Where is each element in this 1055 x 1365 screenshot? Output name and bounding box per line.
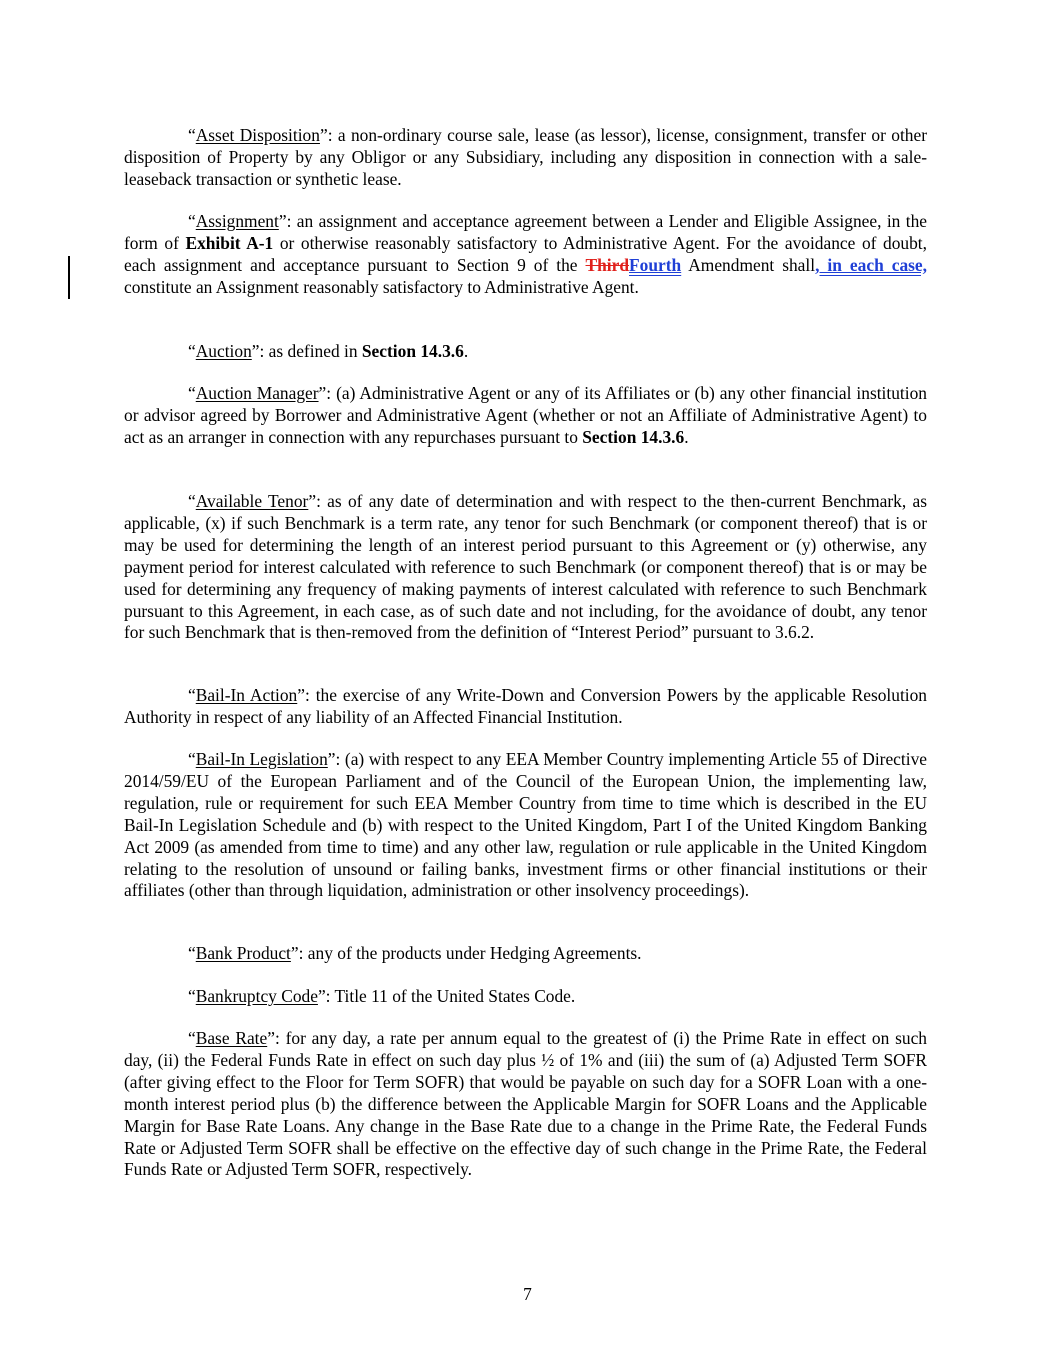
definition-text: : (a) Administrative Agent or any of its Affiliates or (b) any other financial institution or advisor agreed by Borrower and Administrative Agent (whether or not an Affiliate of Administrative Agent) to act as an arranger in connection with any repurchases pursuant to: [124, 383, 927, 447]
definition-available-tenor: “Available Tenor”: as of any date of determination and with respect to the then-current Benchmark, as applicable, (x) if such Benchmark is a term rate, any tenor for such Benchmark (or component thereof) that is or may be used for determining the length of an interest period pursuant to this Agreement or (y) otherwise, any payment period for interest calculated with reference to such Benchmark (or component thereof) that is or may be used for determining any frequency of making payments of interest calculated with reference to such Benchmark pursuant to this Agreement, in each case, as of such date and not including, for the avoidance of doubt, any tenor for such Benchmark that is then-removed from the definition of “Interest Period” pursuant to 3.6.2.: [124, 491, 927, 643]
definition-text: : Title 11 of the United States Code.: [325, 986, 576, 1006]
definition-text: constitute an Assignment reasonably satisfactory to Administrative Agent.: [124, 276, 639, 297]
defined-term: Bankruptcy Code: [195, 986, 318, 1006]
defined-term: Auction Manager: [195, 383, 319, 403]
definition-bank-product: “Bank Product”: any of the products under Hedging Agreements.: [188, 943, 642, 963]
definition-asset-disposition: “Asset Disposition”: a non-ordinary course sale, lease (as lessor), license, consignment, transfer or other disposition of Property by any Obligor or any Subsidiary, including any disposition in connection with a sale-leaseback transaction or synthetic lease.: [124, 125, 927, 189]
definition-text: : a non-ordinary course sale, lease (as lessor), license, consignment, transfer or other disposition of Property by any Obligor or any Subsidiary, including any disposition in connection with a sale-leaseback transaction or synthetic lease.: [124, 125, 927, 189]
definition-text: : as defined in: [259, 341, 362, 361]
definition-auction: “Auction”: as defined in Section 14.3.6.: [188, 341, 469, 361]
page-number: 7: [523, 1284, 532, 1304]
definition-text: or otherwise reasonably satisfactory to Administrative Agent. For the avoidance of doubt, each assignment and acceptance pursuant to Section 9 of the: [124, 232, 927, 275]
definition-bail-in-action: “Bail-In Action”: the exercise of any Write-Down and Conversion Powers by the applicable Resolution Authority in respect of any liability of an Affected Financial Institution.: [124, 685, 927, 727]
defined-term: Bail-In Action: [195, 685, 298, 705]
definition-text: : (a) with respect to any EEA Member Country implementing Article 55 of Directive 2014/59/EU of the European Parliament and of the Council of the European Union, the implementing law, regulation, rule or requirement for such EEA Member Country from time to time which is described in the EU Bail-In Legislation Schedule and (b) with respect to the United Kingdom, Part I of the United Kingdom Banking Act 2009 (as amended from time to time) and any other law, regulation or rule applicable in the United Kingdom relating to the resolution of unsound or failing banks, investment firms or other financial institutions or their affiliates (other than through liquidation, administration or other insolvency proceedings).: [124, 749, 927, 901]
definition-text: Amendment shall: [681, 254, 816, 275]
section-reference: Section 14.3.6: [361, 341, 464, 361]
definition-bankruptcy-code: “Bankruptcy Code”: Title 11 of the United States Code.: [188, 986, 576, 1006]
inserted-text: Fourth: [629, 254, 682, 275]
definition-auction-manager: “Auction Manager”: (a) Administrative Agent or any of its Affiliates or (b) any other financial institution or advisor agreed by Borrower and Administrative Agent (whether or not an Affiliate of Administrative Agent) to act as an arranger in connection with any repurchases pursuant to Section 14.3.6.: [124, 383, 927, 447]
revision-change-bar: [68, 256, 70, 299]
definition-text: : for any day, a rate per annum equal to the greatest of (i) the Prime Rate in effect on such day, (ii) the Federal Funds Rate in effect on such day plus ½ of 1% and (iii) the sum of (a) Adjusted Term SOFR (after giving effect to the Floor for Term SOFR) that would be payable on such day for a SOFR Loan with a one-month interest period plus (b) the difference between the Applicable Margin for SOFR Loans and the Applicable Margin for Base Rate Loans. Any change in the Base Rate due to a change in the Prime Rate, the Federal Funds Rate or Adjusted Term SOFR shall be effective on the effective day of such change in the Prime Rate, the Federal Funds Rate or Adjusted Term SOFR, respectively.: [124, 1028, 927, 1180]
defined-term: Assignment: [195, 211, 279, 231]
exhibit-reference: Exhibit A-1: [185, 232, 274, 253]
definition-base-rate: “Base Rate”: for any day, a rate per annum equal to the greatest of (i) the Prime Rate in effect on such day, (ii) the Federal Funds Rate in effect on such day plus ½ of 1% and (iii) the sum of (a) Adjusted Term SOFR (after giving effect to the Floor for Term SOFR) that would be payable on such day for a SOFR Loan with a one-month interest period plus (b) the difference between the Applicable Margin for SOFR Loans and the Applicable Margin for Base Rate Loans. Any change in the Base Rate due to a change in the Prime Rate, the Federal Funds Rate or Adjusted Term SOFR shall be effective on the effective day of such change in the Prime Rate, the Federal Funds Rate or Adjusted Term SOFR, respectively.: [124, 1028, 927, 1180]
definition-assignment: “Assignment”: an assignment and acceptance agreement between a Lender and Eligible Assignee, in the form of Exhibit A-1 or otherwise reasonably satisfactory to Administrative Agent. For the avoidance of doubt, each assignment and acceptance pursuant to Section 9 of the ThirdFourth Amendment shall, in each case, constitute an Assignment reasonably satisfactory to Administrative Agent.: [124, 211, 927, 297]
definition-text: : an assignment and acceptance agreement between a Lender and Eligible Assignee, in the form of: [124, 211, 927, 253]
definition-bail-in-legislation: “Bail-In Legislation”: (a) with respect to any EEA Member Country implementing Article 55 of Directive 2014/59/EU of the European Parliament and of the Council of the European Union, the implementing law, regulation, rule or requirement for such EEA Member Country from time to time which is described in the EU Bail-In Legislation Schedule and (b) with respect to the United Kingdom, Part I of the United Kingdom Banking Act 2009 (as amended from time to time) and any other law, regulation or rule applicable in the United Kingdom relating to the resolution of unsound or failing banks, investment firms or other financial institutions or their affiliates (other than through liquidation, administration or other insolvency proceedings).: [124, 749, 927, 901]
defined-term: Bank Product: [195, 943, 291, 963]
defined-term: Bail-In Legislation: [195, 749, 328, 769]
defined-term: Available Tenor: [195, 491, 309, 511]
definition-text: : any of the products under Hedging Agreements.: [298, 943, 642, 963]
definition-text: : the exercise of any Write-Down and Conversion Powers by the applicable Resolution Authority in respect of any liability of an Affected Financial Institution.: [124, 685, 927, 727]
inserted-text: , in each case,: [815, 254, 927, 275]
definition-text: : as of any date of determination and with respect to the then-current Benchmark, as applicable, (x) if such Benchmark is a term rate, any tenor for such Benchmark (or component thereof) that is or may be used for determining the length of an interest period pursuant to this Agreement or (y) otherwise, any payment period for interest calculated with reference to such Benchmark (or component thereof) that is or may be used for determining any frequency of making payments of interest calculated with reference to such Benchmark pursuant to this Agreement, in each case, as of such date and not including, for the avoidance of doubt, any tenor for such Benchmark that is then-removed from the definition of “Interest Period” pursuant to 3.6.2.: [124, 491, 927, 643]
defined-term: Asset Disposition: [195, 125, 320, 145]
defined-term: Base Rate: [195, 1028, 268, 1048]
defined-term: Auction: [195, 341, 252, 361]
deleted-text: Third: [585, 254, 630, 275]
section-reference: Section 14.3.6: [582, 426, 685, 447]
